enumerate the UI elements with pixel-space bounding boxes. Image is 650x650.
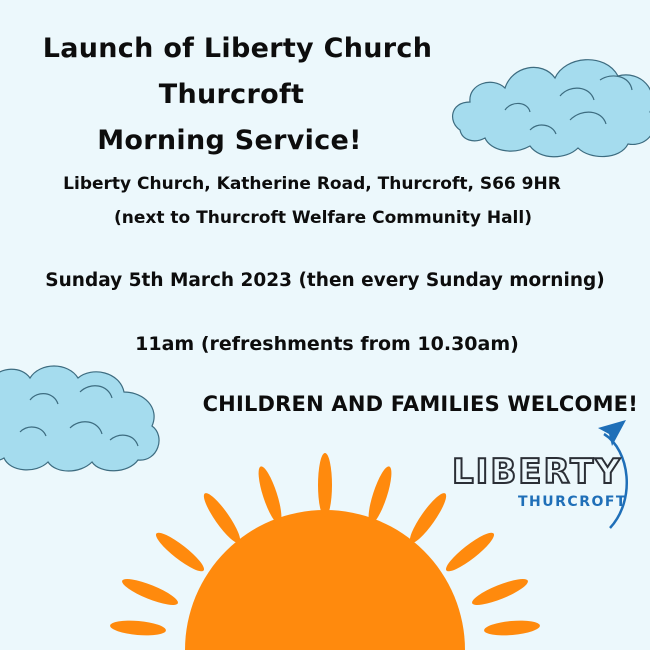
title-line-1: Launch of Liberty Church	[42, 33, 433, 64]
event-address: Liberty Church, Katherine Road, Thurcroft, S66 9HR	[63, 174, 561, 194]
liberty-logo	[440, 418, 640, 538]
logo-wordmark: LIBERTY	[452, 452, 622, 492]
event-date: Sunday 5th March 2023 (then every Sunday morning)	[45, 270, 605, 291]
title-line-3: Morning Service!	[97, 125, 362, 156]
event-time: 11am (refreshments from 10.30am)	[135, 333, 519, 355]
logo-location: THURCROFT	[518, 494, 627, 510]
event-address-note: (next to Thurcroft Welfare Community Hall)	[114, 208, 532, 228]
title-line-2: Thurcroft	[158, 79, 305, 110]
welcome-message: CHILDREN AND FAMILIES WELCOME!	[202, 392, 638, 416]
event-title	[0, 26, 475, 164]
cloud-top-right	[453, 60, 650, 157]
cloud-left	[0, 366, 159, 471]
